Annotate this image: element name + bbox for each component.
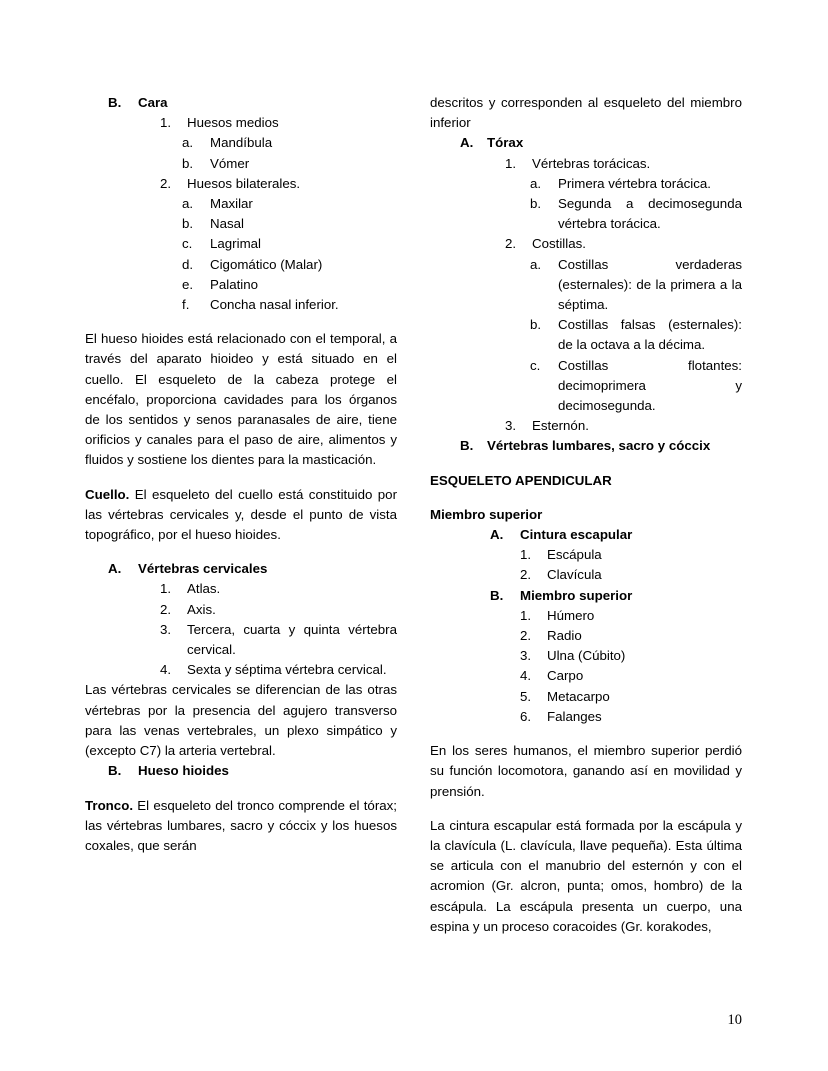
list-label: Ulna (Cúbito) (547, 648, 626, 664)
list-marker: 2. (160, 601, 172, 617)
list-label: Cigomático (Malar) (210, 256, 323, 272)
list-item (430, 174, 742, 194)
right-column (430, 93, 742, 937)
list-marker: 3. (505, 418, 517, 434)
list-item (430, 666, 742, 686)
list-item-hueso-hioides (85, 761, 397, 781)
list-label: Maxilar (210, 196, 253, 212)
list-marker: 2. (520, 628, 532, 644)
list-label: Cara (138, 95, 168, 110)
list-item (430, 565, 742, 585)
list-label: Axis. (187, 601, 216, 617)
list-label: Tórax (487, 135, 524, 151)
list-marker: B. (460, 438, 474, 454)
list-item (430, 707, 742, 727)
list-item (430, 646, 742, 666)
list-label: Huesos medios (187, 115, 279, 131)
list-item (85, 255, 397, 275)
list-marker: c. (182, 236, 193, 252)
list-marker: 4. (160, 662, 172, 678)
list-label: Palatino (210, 276, 259, 292)
list-label: Costillas flotantes: decimoprimera y decimosegunda. (558, 357, 742, 414)
list-item (85, 194, 397, 214)
list-marker: b. (182, 155, 194, 171)
paragraph-cervicales-detalle: Las vértebras cervicales se diferencian de las otras vértebras por la presencia del agujero transverso para las venas vertebrales, un plexo simpático y (excepto C7) la arteria vertebral. (85, 682, 397, 759)
list-marker: 1. (520, 607, 532, 623)
list-item (85, 234, 397, 254)
list-item (430, 606, 742, 626)
list-label: Esternón. (532, 418, 589, 434)
list-label: Falanges (547, 708, 602, 724)
list-item (85, 620, 397, 660)
list-marker: a. (182, 196, 194, 212)
list-label: Cintura escapular (520, 527, 633, 543)
list-item-miembro-superior (430, 586, 742, 606)
list-item-cara (85, 93, 397, 113)
two-column-body (85, 93, 743, 937)
list-item (85, 154, 397, 174)
list-marker: a. (530, 256, 542, 272)
list-label: Vértebras cervicales (138, 561, 268, 577)
list-item-huesos-medios (85, 113, 397, 133)
list-label: Húmero (547, 607, 595, 623)
list-label: Costillas verdaderas (esternales): de la primera a la séptima. (558, 256, 742, 313)
list-label: Radio (547, 628, 582, 644)
list-label: Sexta y séptima vértebra cervical. (187, 662, 387, 678)
list-item (85, 660, 397, 680)
list-item (430, 626, 742, 646)
list-marker: 3. (520, 648, 532, 664)
list-label: Miembro superior (520, 587, 633, 603)
paragraph-cintura-escapular: La cintura escapular está formada por la escápula y la clavícula (L. clavícula, llave pequeña). Esta última se articula con el manubrio del esternón y con el acromion (Gr. alcron, punta; omos, hombro) de la escápula. La escápula presenta un cuerpo, una espina y un proceso coracoides (Gr. korakodes, (430, 817, 742, 934)
paragraph-body-cuello: El esqueleto del cuello está constituido por las vértebras cervicales y, desde el punto de vista topográfico, por el hueso hioides. (85, 486, 397, 543)
page-number: 10 (727, 1012, 742, 1028)
list-item-torax (430, 133, 742, 153)
list-label: Lagrimal (210, 236, 261, 252)
list-item (430, 255, 742, 316)
paragraph-hueso-hioides: El hueso hioides está relacionado con el temporal, a través del aparato hioideo y está situado en el cuello. El esqueleto de la cabeza protege el encéfalo, proporciona cavidades para los órganos de los sentidos y senos paranasales de aire, tiene orificios y canales para el paso de aire, alimentos y fluidos y sostiene los dientes para la masticación. (85, 331, 397, 468)
list-label: Nasal (210, 216, 244, 232)
spacer (85, 545, 397, 559)
list-marker: 5. (520, 688, 532, 704)
list-marker: e. (182, 276, 194, 292)
paragraph-body-tronco: El esqueleto del tronco comprende el tórax; las vértebras lumbares, sacro y cóccix y los huesos coxales, que serán (85, 797, 397, 853)
list-marker: f. (182, 297, 190, 313)
list-item-huesos-bilaterales (85, 174, 397, 194)
list-label: Metacarpo (547, 688, 610, 704)
list-marker: B. (108, 95, 122, 110)
list-item-vertebras-cervicales (85, 559, 397, 579)
list-label: Escápula (547, 547, 602, 563)
list-item (85, 275, 397, 295)
list-item-costillas (430, 234, 742, 254)
list-marker: 1. (520, 547, 532, 563)
heading-miembro-superior: Miembro superior (430, 506, 543, 522)
paragraph-lead-cuello: Cuello. (85, 486, 130, 502)
list-label: Clavícula (547, 567, 602, 583)
list-label: Primera vértebra torácica. (558, 175, 711, 191)
list-item-vertebras-toracicas (430, 154, 742, 174)
list-label: Hueso hioides (138, 763, 229, 779)
list-marker: A. (490, 527, 504, 543)
list-item (85, 214, 397, 234)
list-label: Atlas. (187, 581, 221, 597)
list-marker: c. (530, 357, 541, 373)
list-marker: 1. (160, 115, 172, 131)
list-label: Mandíbula (210, 135, 273, 151)
list-item (430, 545, 742, 565)
list-marker: A. (108, 561, 122, 577)
list-item (430, 687, 742, 707)
list-label: Costillas falsas (esternales): de la octava a la décima. (558, 317, 742, 353)
list-label: Costillas. (532, 236, 586, 252)
list-marker: A. (460, 135, 474, 151)
list-label: Concha nasal inferior. (210, 297, 339, 313)
list-marker: 2. (505, 236, 517, 252)
heading-esqueleto-apendicular: ESQUELETO APENDICULAR (430, 472, 612, 488)
list-marker: B. (108, 763, 122, 779)
list-marker: 6. (520, 708, 532, 724)
list-item (430, 356, 742, 417)
list-label: Vómer (210, 155, 250, 171)
list-marker: 2. (160, 175, 172, 191)
list-marker: b. (182, 216, 194, 232)
list-item (430, 194, 742, 234)
list-item-vertebras-lumbares (430, 436, 742, 456)
list-item-esternon (430, 416, 742, 436)
paragraph-continuation: descritos y corresponden al esqueleto del miembro inferior (430, 95, 742, 131)
list-marker: 4. (520, 668, 532, 684)
paragraph-lead-tronco: Tronco. (85, 797, 134, 813)
list-marker: a. (530, 175, 542, 191)
list-marker: 3. (160, 621, 172, 637)
paragraph-cuello (85, 485, 397, 546)
list-item (85, 295, 397, 315)
list-label: Carpo (547, 668, 584, 684)
list-marker: b. (530, 196, 542, 212)
list-item-cintura-escapular (430, 525, 742, 545)
list-item (85, 579, 397, 599)
list-marker: 1. (160, 581, 172, 597)
list-label: Tercera, cuarta y quinta vértebra cervical. (187, 621, 397, 658)
list-item (85, 600, 397, 620)
list-marker: a. (182, 135, 194, 151)
list-marker: 2. (520, 567, 532, 583)
paragraph-locomotora: En los seres humanos, el miembro superior perdió su función locomotora, ganando así en movilidad y prensión. (430, 743, 742, 799)
left-column (85, 93, 397, 937)
list-label: Segunda a decimosegunda vértebra torácica. (558, 196, 742, 232)
list-label: Huesos bilaterales. (187, 175, 301, 191)
list-item (430, 315, 742, 355)
paragraph-tronco (85, 796, 397, 857)
list-marker: d. (182, 256, 194, 272)
list-label: Vértebras lumbares, sacro y cóccix (487, 438, 711, 454)
list-label: Vértebras torácicas. (532, 155, 651, 171)
list-marker: B. (490, 587, 504, 603)
list-marker: b. (530, 317, 542, 333)
list-item (85, 133, 397, 153)
list-marker: 1. (505, 155, 517, 171)
